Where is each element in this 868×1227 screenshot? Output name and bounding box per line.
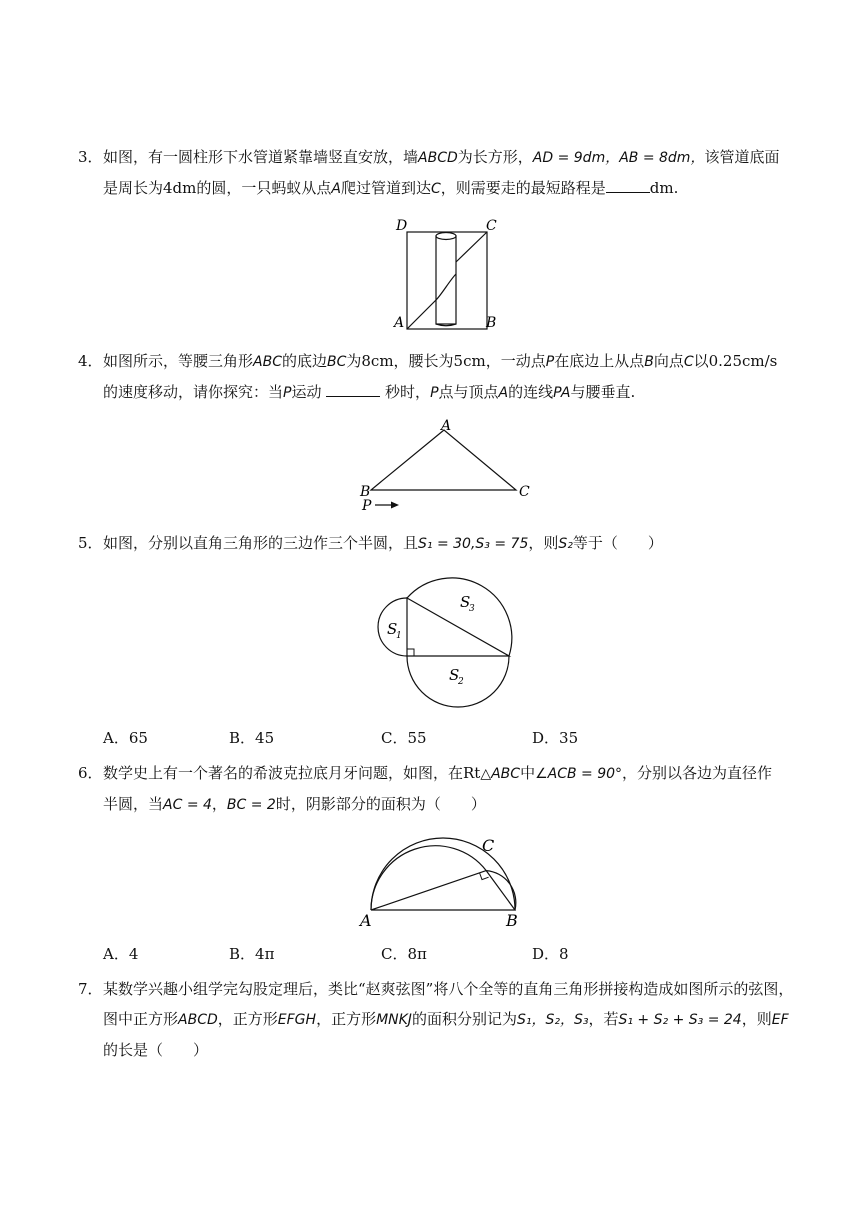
q7-line-2: 图中正方形ABCD，正方形EFGH，正方形MNKJ的面积分别记为S₁，S₂，S₃，若S₁ + S₂ + S₃ = 24，则EF: [103, 1010, 789, 1028]
label-S2-sub: 2: [458, 677, 464, 687]
q3-line-1: 3．如图，有一圆柱形下水管道紧靠墙竖直安放，墙ABCD为长方形，AD = 9dm，AB = 8dm，该管道底面: [78, 148, 780, 166]
lune-figure: [355, 816, 540, 932]
answer-blank[interactable]: [326, 380, 380, 397]
choice-c[interactable]: C．8π: [381, 945, 427, 963]
label-B: B: [506, 911, 518, 930]
pipe-top: [436, 233, 456, 240]
question-6: [78, 758, 798, 820]
label-B: B: [360, 484, 371, 500]
choice-a[interactable]: A．4: [103, 945, 139, 963]
semicircle-s3: [407, 578, 512, 656]
label-D: D: [396, 218, 408, 234]
q6-line-2: 半圆，当AC = 4，BC = 2时，阴影部分的面积为（ ）: [103, 795, 486, 813]
question-3: [78, 142, 798, 204]
answer-blank[interactable]: [606, 176, 650, 193]
label-S2: S: [449, 666, 460, 684]
choice-c[interactable]: C．55: [381, 729, 427, 747]
question-4: [78, 346, 798, 408]
path-segment-1: [407, 300, 436, 329]
q7-line-1: 7．某数学兴趣小组学完勾股定理后，类比“赵爽弦图”将八个全等的直角三角形拼接构造成如图所示的弦图，: [78, 980, 794, 998]
q6-line-1: 6．数学史上有一个著名的希波克拉底月牙问题，如图，在Rt△ABC中∠ACB = 90°，分别以各边为直径作: [78, 764, 773, 782]
label-A: A: [441, 418, 452, 434]
label-S1-sub: 1: [396, 631, 402, 641]
label-C: C: [486, 218, 497, 234]
choice-d[interactable]: D．8: [532, 945, 569, 963]
q4-line-2: 的速度移动，请你探究：当P运动 秒时，P点与顶点A的连线PA与腰垂直.: [78, 377, 798, 408]
label-S3-sub: 3: [469, 604, 475, 614]
choice-d[interactable]: D．35: [532, 729, 579, 747]
pipe-body: [436, 236, 456, 324]
q7-line-3: 的长是（ ）: [103, 1041, 209, 1059]
q4-line-1: 4．如图所示，等腰三角形ABC的底边BC为8cm，腰长为5cm，一动点P在底边上从点B向点C以0.25cm/s: [78, 352, 778, 370]
pipe-wall-figure: [390, 214, 500, 332]
question-7: [78, 974, 798, 1065]
semicircles-figure: [365, 566, 530, 711]
label-C: C: [519, 484, 530, 500]
q5-line-1: 5．如图，分别以直角三角形的三边作三个半圆，且S₁ = 30,S₃ = 75，则S₂等于（ ）: [78, 534, 663, 552]
right-triangle: [407, 598, 509, 656]
path-segment-2: [456, 232, 487, 262]
label-S1: S: [387, 620, 398, 638]
label-P: P: [362, 498, 372, 514]
label-S3: S: [460, 593, 471, 611]
q3-line-2: 是周长为4dm的圆，一只蚂蚁从点A爬过管道到达C，则需要走的最短路程是 dm.: [78, 173, 798, 204]
choice-b[interactable]: B．45: [229, 729, 275, 747]
triangle-abc: [371, 430, 516, 490]
right-angle-mark: [407, 649, 414, 656]
q6-choices: [103, 943, 623, 967]
q5-choices: [103, 727, 623, 751]
isosceles-triangle-figure: [355, 418, 535, 514]
arrow-head: [391, 502, 399, 509]
choice-a[interactable]: A．65: [103, 729, 148, 747]
label-B: B: [486, 315, 497, 331]
label-C: C: [482, 836, 495, 855]
choice-b[interactable]: B．4π: [229, 945, 275, 963]
label-A: A: [360, 911, 372, 930]
question-5: [78, 528, 798, 559]
label-A: A: [394, 315, 405, 331]
